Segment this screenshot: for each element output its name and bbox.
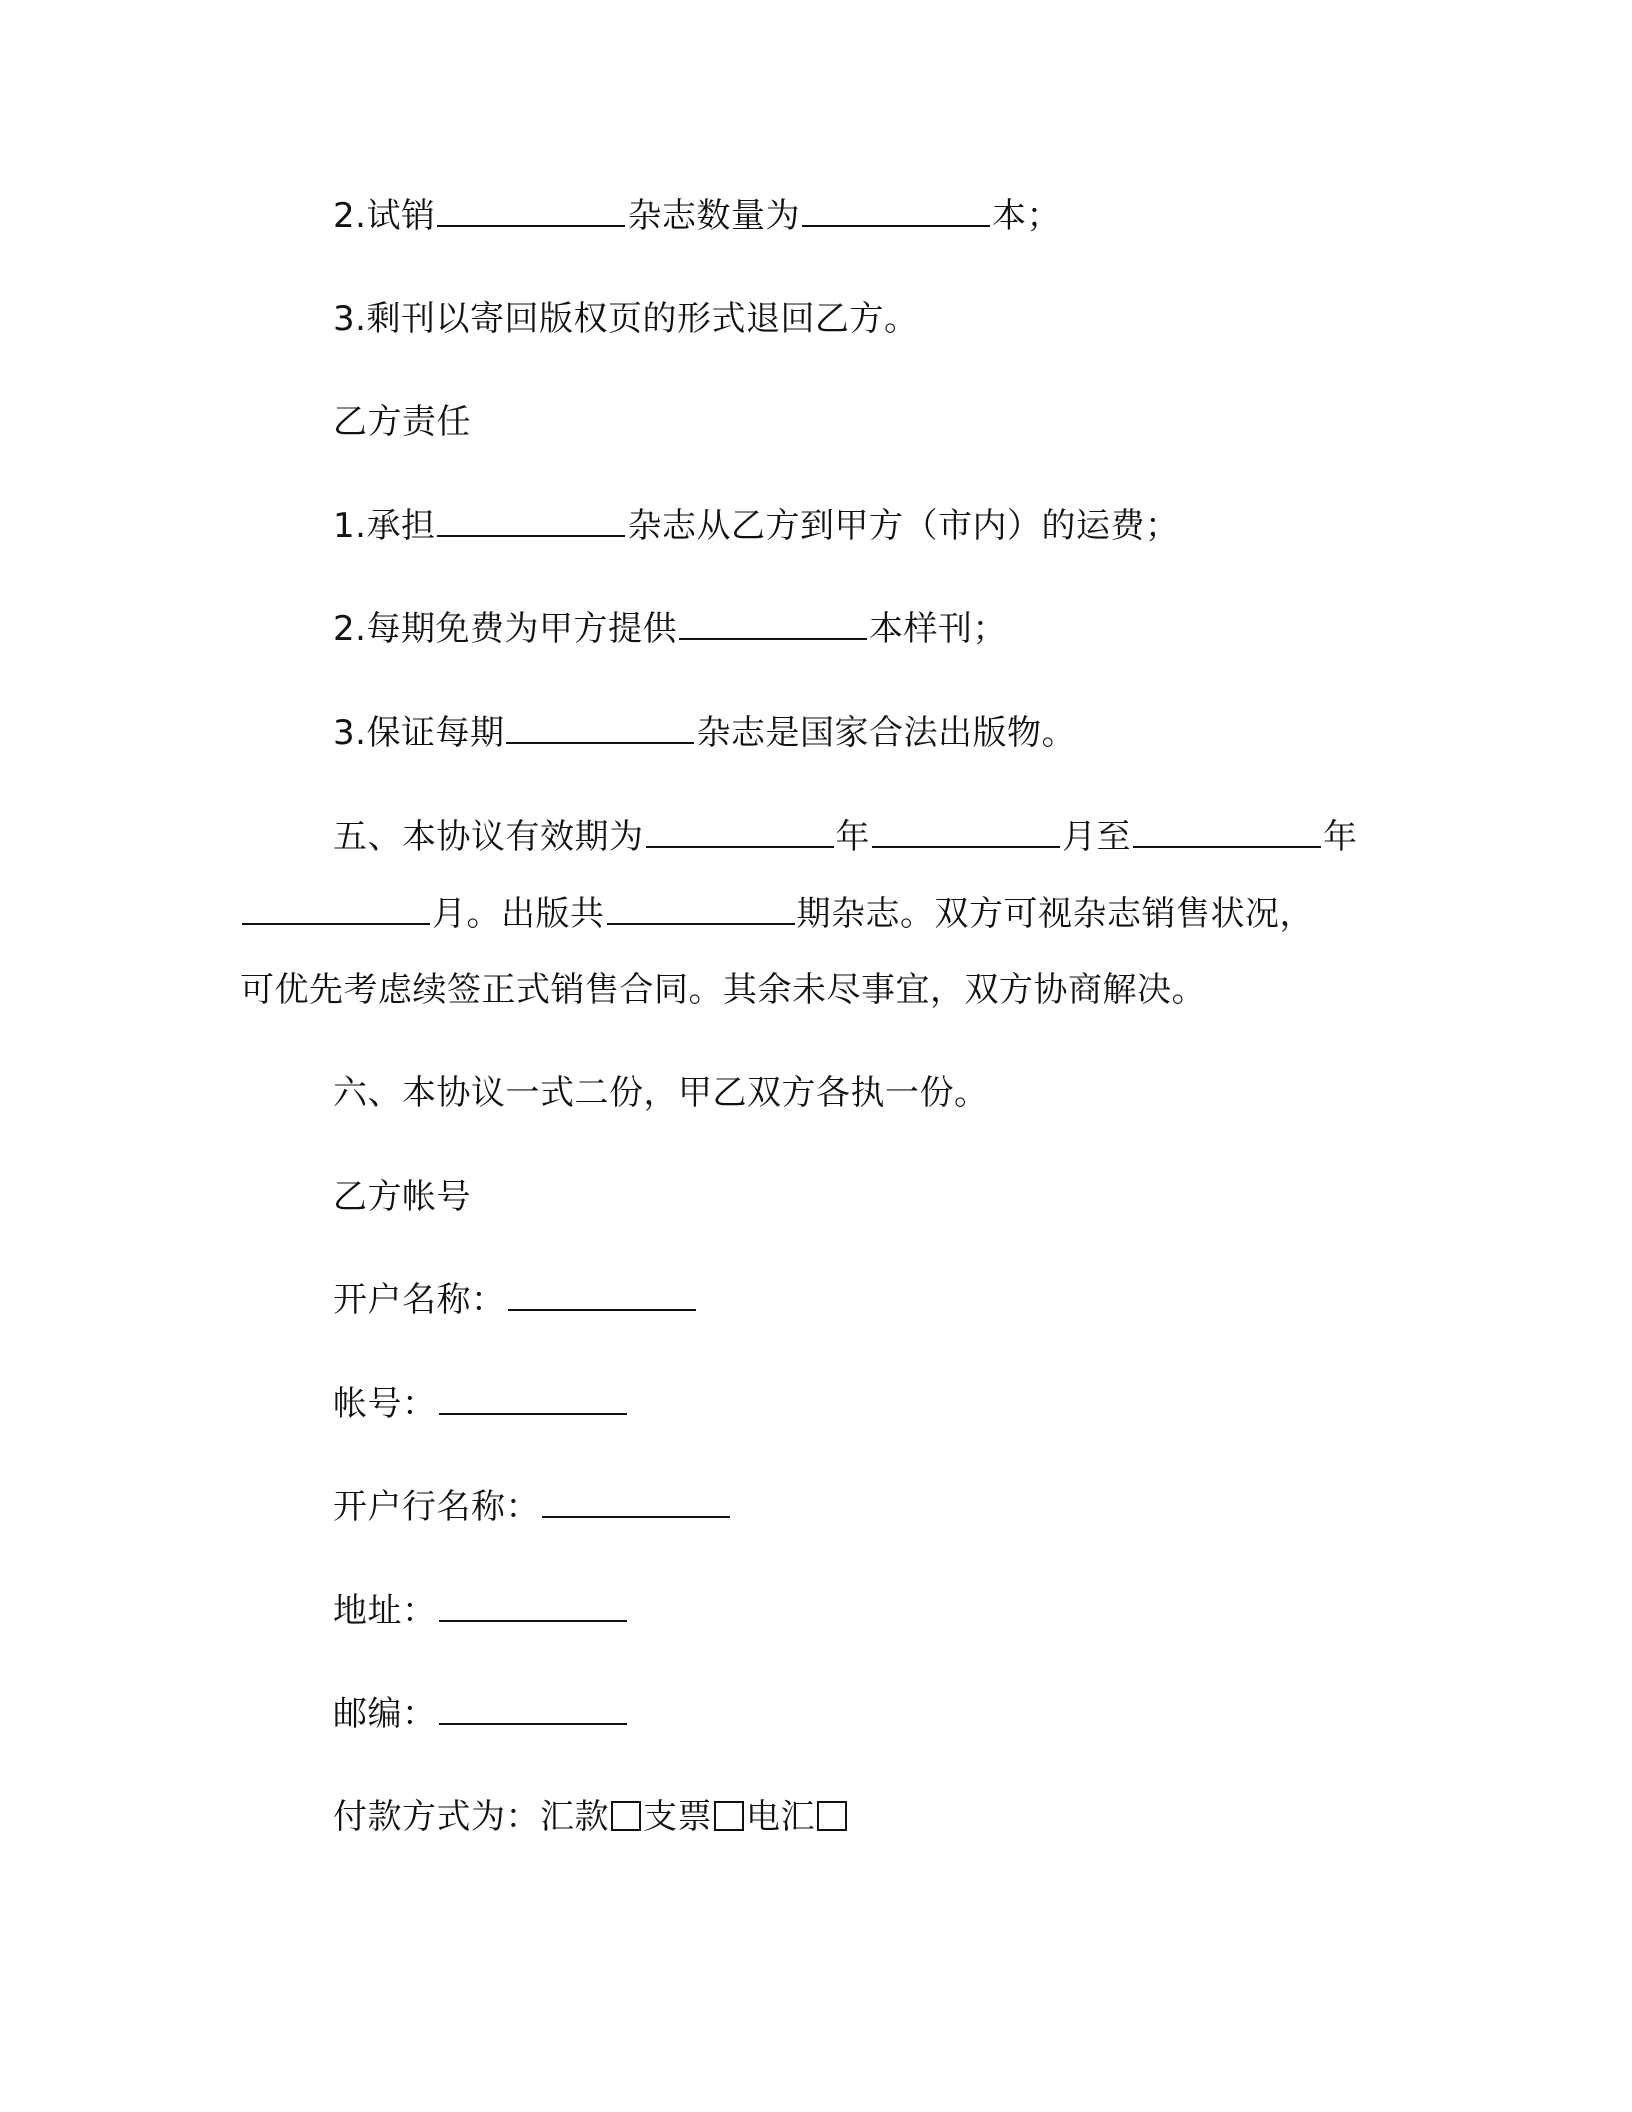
clause-validity-period: [333, 817, 1358, 857]
clause-trial-quantity: [333, 196, 1061, 236]
text: 期杂志。双方可视杂志销售状况，: [796, 894, 1314, 934]
text: 杂志是国家合法出版物。: [696, 713, 1076, 753]
text: 3.剩刊以寄回版权页的形式退回乙方。: [333, 299, 919, 339]
section-heading-party-b-account: [333, 1177, 471, 1217]
text: 电汇: [746, 1797, 815, 1837]
text: 月至: [1062, 817, 1131, 857]
blank-field: [439, 1592, 627, 1622]
blank-field: [542, 1488, 730, 1518]
checkbox-remittance[interactable]: [611, 1801, 641, 1831]
text: 开户行名称：: [333, 1487, 540, 1527]
checkbox-wire-transfer[interactable]: [817, 1801, 847, 1831]
text: 月。出版共: [432, 894, 605, 934]
field-bank-name: [333, 1487, 732, 1527]
text: 2.试销: [333, 196, 436, 236]
blank-field: [646, 818, 834, 848]
text: 可优先考虑续签正式销售合同。其余未尽事宜，双方协商解决。: [240, 970, 1206, 1010]
text: 付款方式为：汇款: [333, 1797, 609, 1837]
clause-copies: [333, 1073, 989, 1113]
text: 开户名称：: [333, 1280, 506, 1320]
clause-freight: [333, 506, 1179, 546]
text: 五、本协议有效期为: [333, 817, 644, 857]
clause-samples: [333, 609, 1007, 649]
text: 乙方责任: [333, 402, 471, 442]
blank-field: [872, 818, 1060, 848]
clause-validity-period-cont: [240, 894, 1314, 934]
clause-validity-period-end: [240, 970, 1206, 1010]
text: 地址：: [333, 1591, 437, 1631]
field-payment-method: [333, 1797, 849, 1837]
text: 2.每期免费为甲方提供: [333, 609, 677, 649]
text: 年: [835, 817, 870, 857]
field-account-name: [333, 1280, 698, 1320]
section-heading-party-b-duties: [333, 402, 471, 442]
text: 1.承担: [333, 506, 436, 546]
text: 3.保证每期: [333, 713, 505, 753]
blank-field: [242, 895, 430, 925]
blank-field: [437, 507, 625, 537]
checkbox-cheque[interactable]: [714, 1801, 744, 1831]
field-address: [333, 1591, 629, 1631]
field-account-number: [333, 1384, 629, 1424]
clause-legal-publication: [333, 713, 1076, 753]
text: 年: [1323, 817, 1358, 857]
text: 本；: [991, 196, 1061, 236]
text: 支票: [643, 1797, 712, 1837]
text: 六、本协议一式二份，甲乙双方各执一份。: [333, 1073, 989, 1113]
blank-field: [1133, 818, 1321, 848]
text: 邮编：: [333, 1694, 437, 1734]
text: 帐号：: [333, 1384, 437, 1424]
blank-field: [607, 895, 795, 925]
text: 乙方帐号: [333, 1177, 471, 1217]
blank-field: [508, 1281, 696, 1311]
blank-field: [439, 1385, 627, 1415]
blank-field: [506, 714, 694, 744]
text: 杂志从乙方到甲方（市内）的运费；: [627, 506, 1180, 546]
blank-field: [802, 197, 990, 227]
blank-field: [437, 197, 625, 227]
field-postcode: [333, 1694, 629, 1734]
blank-field: [679, 610, 867, 640]
clause-returns: [333, 299, 918, 339]
text: 本样刊；: [868, 609, 1007, 649]
text: 杂志数量为: [627, 196, 800, 236]
blank-field: [439, 1695, 627, 1725]
